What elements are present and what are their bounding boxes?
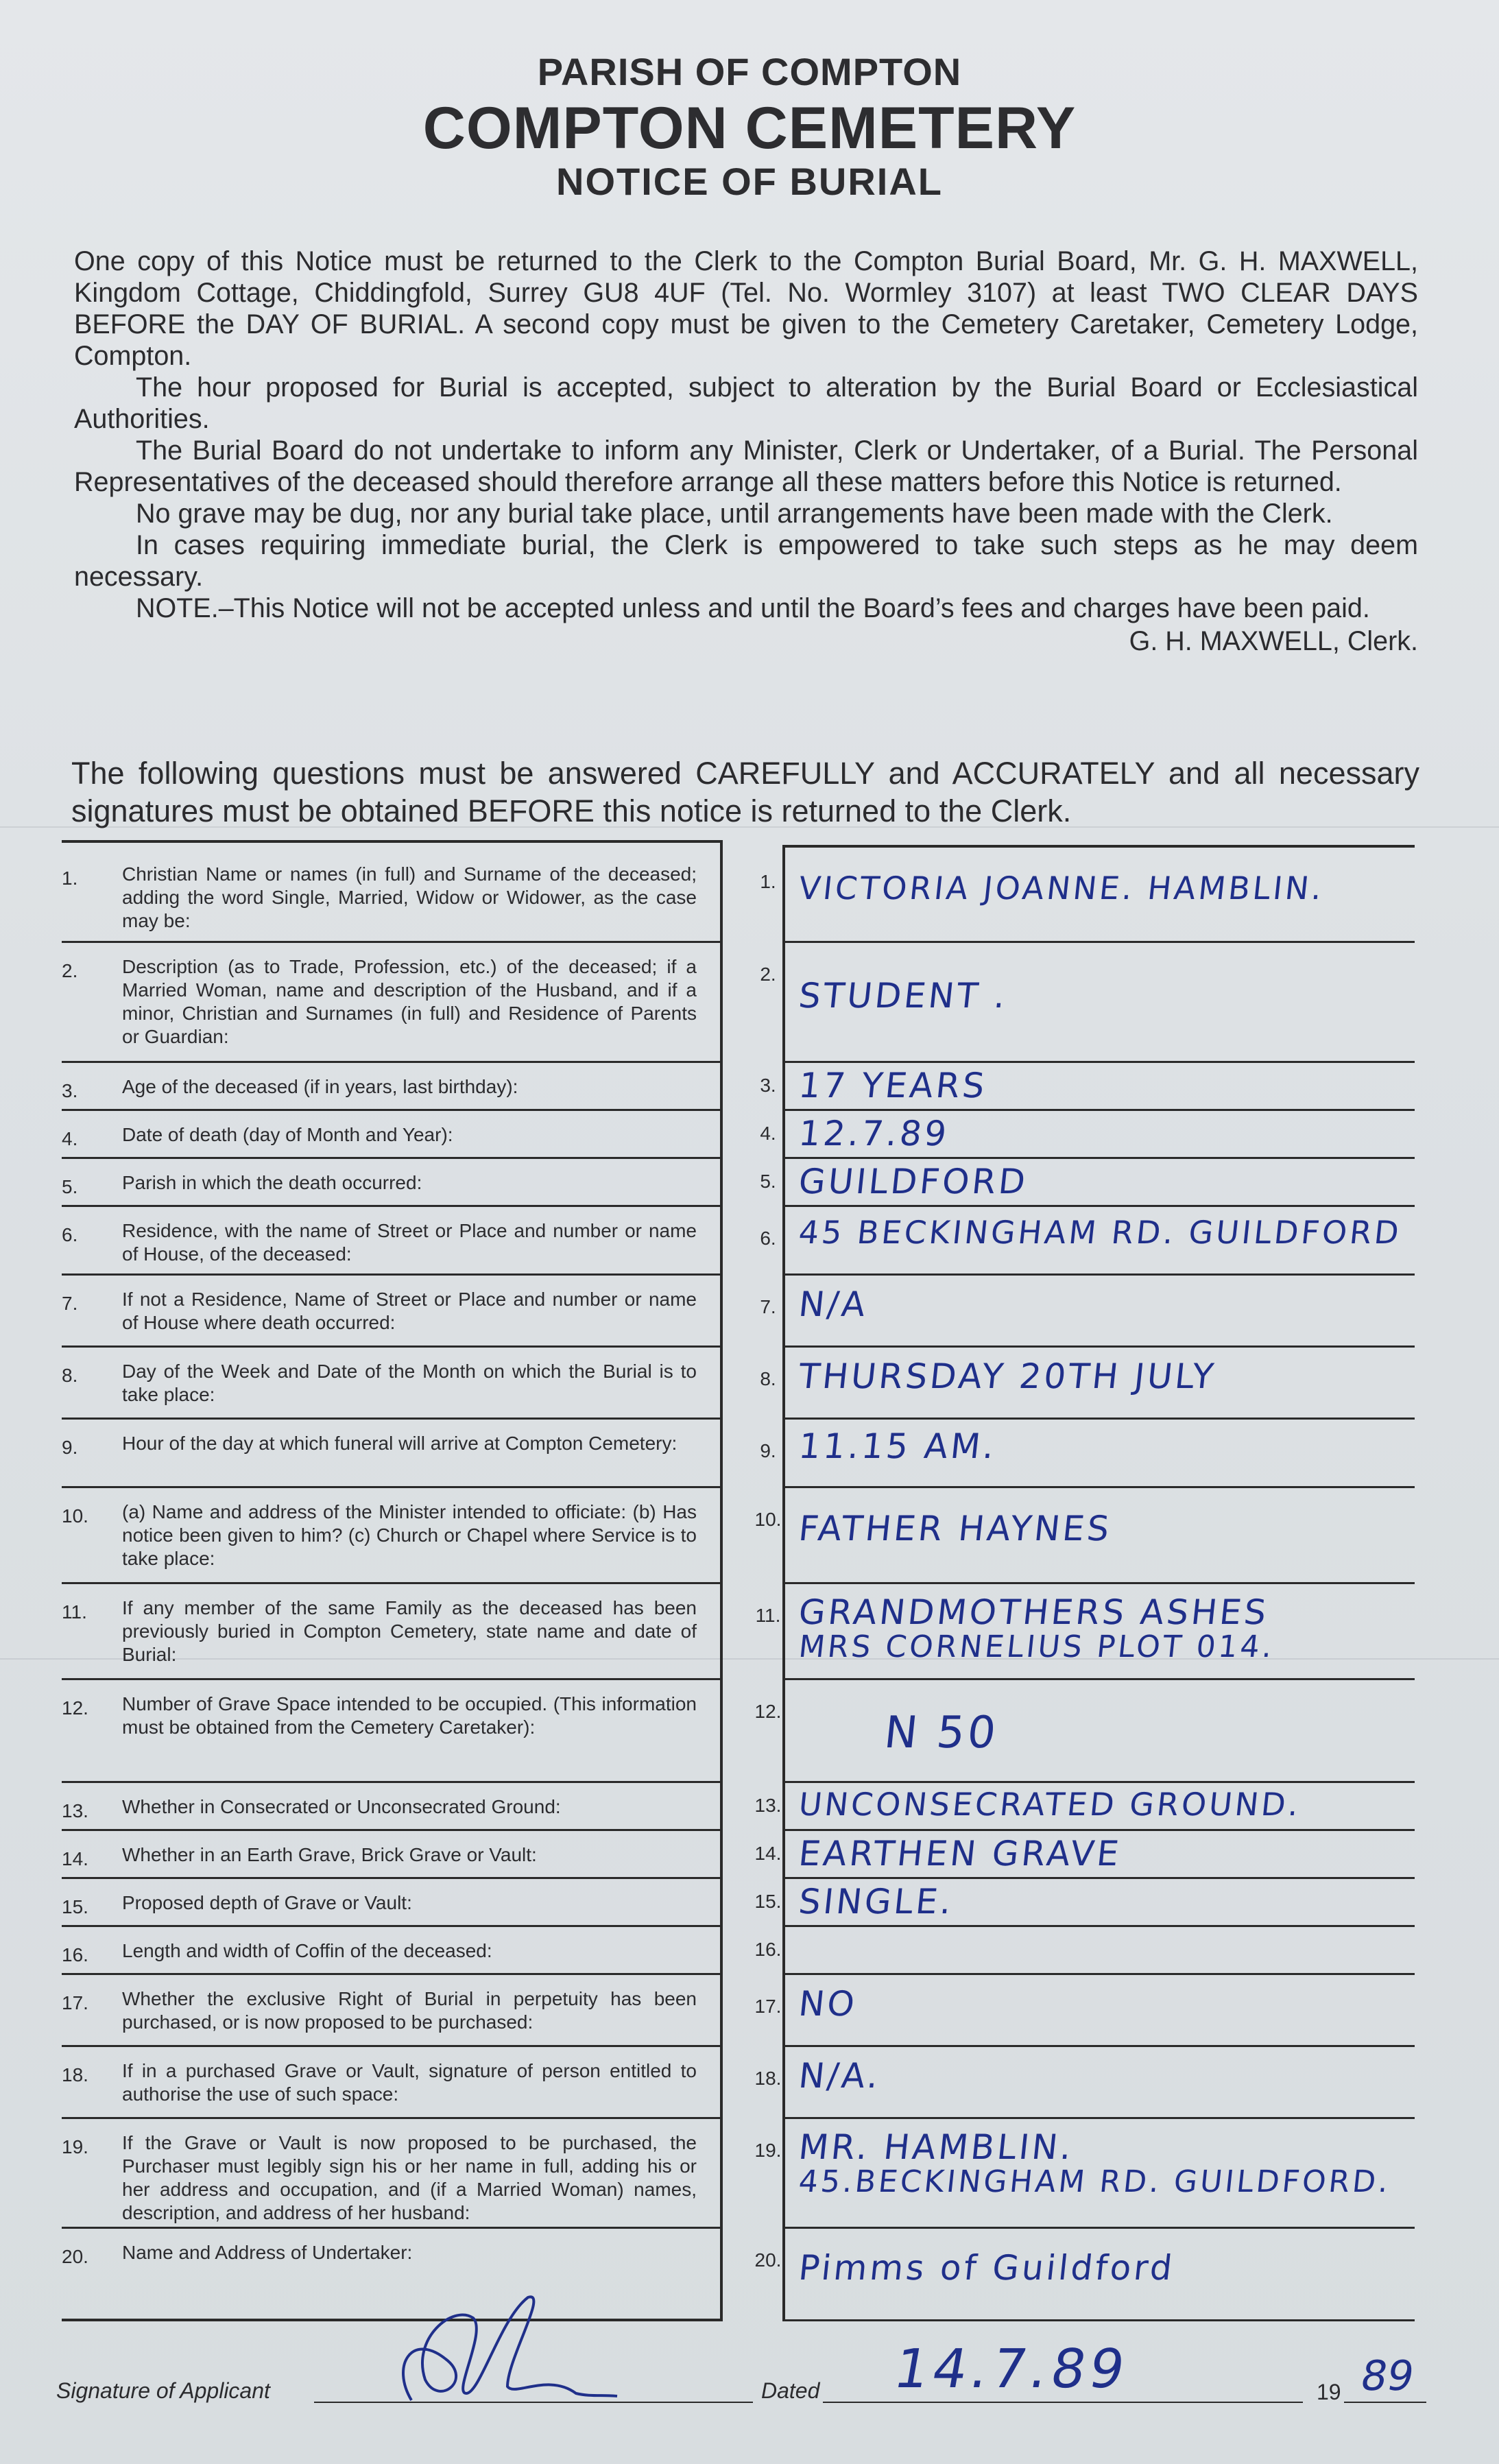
year-prefix: 19: [1317, 2380, 1341, 2404]
question-number: 16.: [62, 1944, 88, 1965]
question-text: Length and width of Coffin of the deceased:: [122, 1940, 492, 1961]
answer-number: 5.: [760, 1171, 776, 1192]
question-text: Parish in which the death occurred:: [122, 1172, 422, 1193]
table-row: [0, 1063, 1499, 1111]
question-number: 14.: [62, 1848, 88, 1869]
answer-number: 20.: [754, 2249, 782, 2271]
table-row: [0, 943, 1499, 1063]
question-text: Whether the exclusive Right of Burial in perpetuity has been purchased, or is now proposed to be purchased:: [122, 1988, 697, 2033]
table-row: [0, 2047, 1499, 2119]
instruction-text: The following questions must be answered CAREFULLY and ACCURATELY and all necessary signatures must be obtained BEFORE this notice is returned to the Clerk.: [71, 756, 1419, 828]
question-number: 7.: [62, 1293, 78, 1314]
answer-number: 16.: [754, 1939, 782, 1960]
question-number: 3.: [62, 1080, 78, 1101]
answer-field[interactable]: FATHER HAYNES: [796, 1509, 1114, 1548]
answer-number: 17.: [754, 1996, 782, 2017]
answer-number: 9.: [760, 1440, 776, 1461]
table-top-rule: [62, 840, 723, 843]
table-row: [0, 1488, 1499, 1584]
answer-field[interactable]: THURSDAY 20TH JULY: [796, 1356, 1219, 1396]
cemetery-title: COMPTON CEMETERY: [422, 95, 1077, 161]
answer-number: 1.: [760, 871, 776, 892]
dated-line[interactable]: [823, 2402, 1303, 2403]
question-text: Description (as to Trade, Profession, etc.) of the deceased; if a Married Woman, name and description of the Husband, and if a minor, Christian and Surnames (in full) and Residence of Parents or Guardian:: [122, 956, 697, 1047]
table-row: [0, 2229, 1499, 2321]
intro-paragraph: NOTE.–This Notice will not be accepted unless and until the Board’s fees and charges have been paid.: [136, 593, 1370, 623]
question-number: 1.: [62, 868, 78, 889]
dated-value: 14.7.89: [889, 2339, 1134, 2400]
answer-top-rule: [782, 845, 1415, 848]
answer-number: 6.: [760, 1228, 776, 1249]
question-text: Whether in an Earth Grave, Brick Grave or Vault:: [122, 1844, 537, 1865]
answer-field[interactable]: 12.7.89: [796, 1114, 951, 1153]
answer-field-line2[interactable]: 45.BECKINGHAM RD. GUILDFORD.: [797, 2164, 1393, 2199]
answer-field[interactable]: 11.15 AM.: [796, 1426, 999, 1466]
answer-number: 14.: [754, 1843, 782, 1864]
answer-field[interactable]: STUDENT .: [796, 975, 1010, 1016]
answer-number: 4.: [760, 1123, 776, 1144]
question-text: If in a purchased Grave or Vault, signature of person entitled to authorise the use of such space:: [122, 2060, 697, 2105]
question-text: Name and Address of Undertaker:: [122, 2242, 413, 2263]
answer-field[interactable]: N/A: [796, 1284, 870, 1324]
answer-field-line2[interactable]: MRS CORNELIUS PLOT 014.: [797, 1629, 1277, 1664]
table-row: [0, 1420, 1499, 1488]
question-number: 11.: [62, 1601, 87, 1623]
question-text: (a) Name and address of the Minister intended to officiate: (b) Has notice been given to him? (c) Church or Chapel where Service is to take place:: [122, 1501, 697, 1569]
year-value: 89: [1356, 2352, 1418, 2400]
table-row: [0, 1111, 1499, 1159]
table-row: [0, 1783, 1499, 1831]
table-row: [0, 1680, 1499, 1783]
answer-field[interactable]: 17 YEARS: [796, 1066, 990, 1105]
table-row: [0, 1927, 1499, 1975]
question-text: If any member of the same Family as the deceased has been previously buried in Compton Cemetery, state name and date of Burial:: [122, 1597, 697, 1665]
intro-text: [74, 246, 1418, 657]
intro-paragraph: No grave may be dug, nor any burial take place, until arrangements have been made with the Clerk.: [136, 499, 1333, 529]
intro-paragraph: The hour proposed for Burial is accepted, subject to alteration by the Burial Board or Ecclesiastical Authorities.: [74, 372, 1418, 434]
clerk-signoff: G. H. MAXWELL, Clerk.: [1129, 626, 1418, 656]
answer-field[interactable]: NO: [796, 1983, 859, 2024]
question-text: Number of Grave Space intended to be occupied. (This information must be obtained from the Cemetery Caretaker):: [122, 1693, 697, 1738]
table-row: [0, 850, 1499, 943]
question-text: Whether in Consecrated or Unconsecrated Ground:: [122, 1796, 561, 1817]
dated-label: Dated: [761, 2378, 820, 2403]
signature-label: Signature of Applicant: [56, 2378, 270, 2403]
answer-number: 3.: [760, 1075, 776, 1096]
question-number: 12.: [62, 1697, 88, 1719]
question-number: 19.: [62, 2136, 88, 2157]
table-row: [0, 1975, 1499, 2047]
question-number: 5.: [62, 1176, 78, 1197]
question-text: Residence, with the name of Street or Place and number or name of House, of the deceased:: [122, 1220, 697, 1265]
answer-field[interactable]: SINGLE.: [796, 1882, 957, 1922]
answer-field[interactable]: N/A.: [796, 2055, 883, 2096]
answer-field[interactable]: UNCONSECRATED GROUND.: [797, 1786, 1304, 1823]
question-number: 18.: [62, 2064, 88, 2085]
question-number: 20.: [62, 2246, 88, 2267]
question-text: Date of death (day of Month and Year):: [122, 1124, 453, 1145]
question-number: 13.: [62, 1800, 88, 1821]
answer-number: 15.: [754, 1891, 782, 1912]
table-row: [0, 1831, 1499, 1879]
intro-paragraph: One copy of this Notice must be returned to the Clerk to the Compton Burial Board, Mr. G. H. MAXWELL, Kingdom Cottage, Chiddingfold, Surrey GU8 4UF (Tel. No. Wormley 3107) at least TWO CLEAR DAYS BEFORE the DAY OF BURIAL. A second copy must be given to the Cemetery Caretaker, Cemetery Lodge, Compton.: [74, 246, 1418, 371]
applicant-signature: [370, 2277, 631, 2414]
question-text: Proposed depth of Grave or Vault:: [122, 1892, 412, 1913]
question-number: 9.: [62, 1437, 78, 1458]
table-row: [0, 1207, 1499, 1276]
question-number: 15.: [62, 1896, 88, 1917]
question-number: 4.: [62, 1128, 78, 1149]
answer-field[interactable]: GRANDMOTHERS ASHES: [796, 1592, 1271, 1632]
answer-rule: [782, 2319, 1415, 2321]
question-number: 10.: [62, 1505, 88, 1527]
question-number: 17.: [62, 1992, 88, 2013]
answer-number: 18.: [754, 2068, 782, 2089]
table-row: [0, 1584, 1499, 1680]
question-text: Age of the deceased (if in years, last birthday):: [122, 1076, 518, 1097]
table-row: [0, 1348, 1499, 1420]
answer-number: 11.: [755, 1605, 781, 1626]
table-row: [0, 1159, 1499, 1207]
intro-paragraph: In cases requiring immediate burial, the Clerk is empowered to take such steps as he may deem necessary.: [74, 530, 1418, 592]
answer-field[interactable]: MR. HAMBLIN.: [796, 2127, 1077, 2167]
question-text: Hour of the day at which funeral will arrive at Compton Cemetery:: [122, 1433, 677, 1454]
table-row: [0, 2119, 1499, 2229]
intro-paragraph: The Burial Board do not undertake to inform any Minister, Clerk or Undertaker, of a Burial. The Personal Representatives of the deceased should therefore arrange all these matters before this Notice is returned.: [74, 435, 1418, 497]
answer-field[interactable]: GUILDFORD: [796, 1162, 1030, 1201]
table-row: [0, 1276, 1499, 1348]
answer-number: 2.: [760, 964, 776, 985]
answer-field[interactable]: VICTORIA JOANNE. HAMBLIN.: [797, 869, 1327, 907]
answer-number: 19.: [754, 2140, 782, 2161]
answer-number: 10.: [754, 1509, 782, 1530]
parish-title: PARISH OF COMPTON: [537, 50, 962, 93]
answer-number: 8.: [760, 1368, 776, 1389]
answer-field[interactable]: N 50: [882, 1708, 1001, 1758]
table-row: [0, 1879, 1499, 1927]
answer-number: 12.: [754, 1701, 782, 1722]
answer-field[interactable]: 45 BECKINGHAM RD. GUILDFORD: [797, 1214, 1404, 1251]
question-text: Christian Name or names (in full) and Surname of the deceased; adding the word Single, Married, Widow or Widower, as the case may be:: [122, 863, 697, 931]
notice-title: NOTICE OF BURIAL: [556, 160, 943, 203]
answer-field[interactable]: EARTHEN GRAVE: [796, 1834, 1124, 1874]
question-number: 8.: [62, 1365, 78, 1386]
answer-number: 13.: [754, 1795, 782, 1816]
question-number: 2.: [62, 960, 78, 981]
question-text: If the Grave or Vault is now proposed to be purchased, the Purchaser must legibly sign his or her name in full, adding his or her address and occupation, and (if a Married Woman) names, description, and address of her husband:: [122, 2132, 697, 2223]
year-line[interactable]: [1344, 2402, 1426, 2403]
answer-field[interactable]: Pimms of Guildford: [796, 2247, 1177, 2288]
question-text: Day of the Week and Date of the Month on which the Burial is to take place:: [122, 1361, 697, 1405]
answer-number: 7.: [760, 1296, 776, 1317]
question-number: 6.: [62, 1224, 78, 1245]
question-text: If not a Residence, Name of Street or Place and number or name of House where death occurred:: [122, 1289, 697, 1333]
